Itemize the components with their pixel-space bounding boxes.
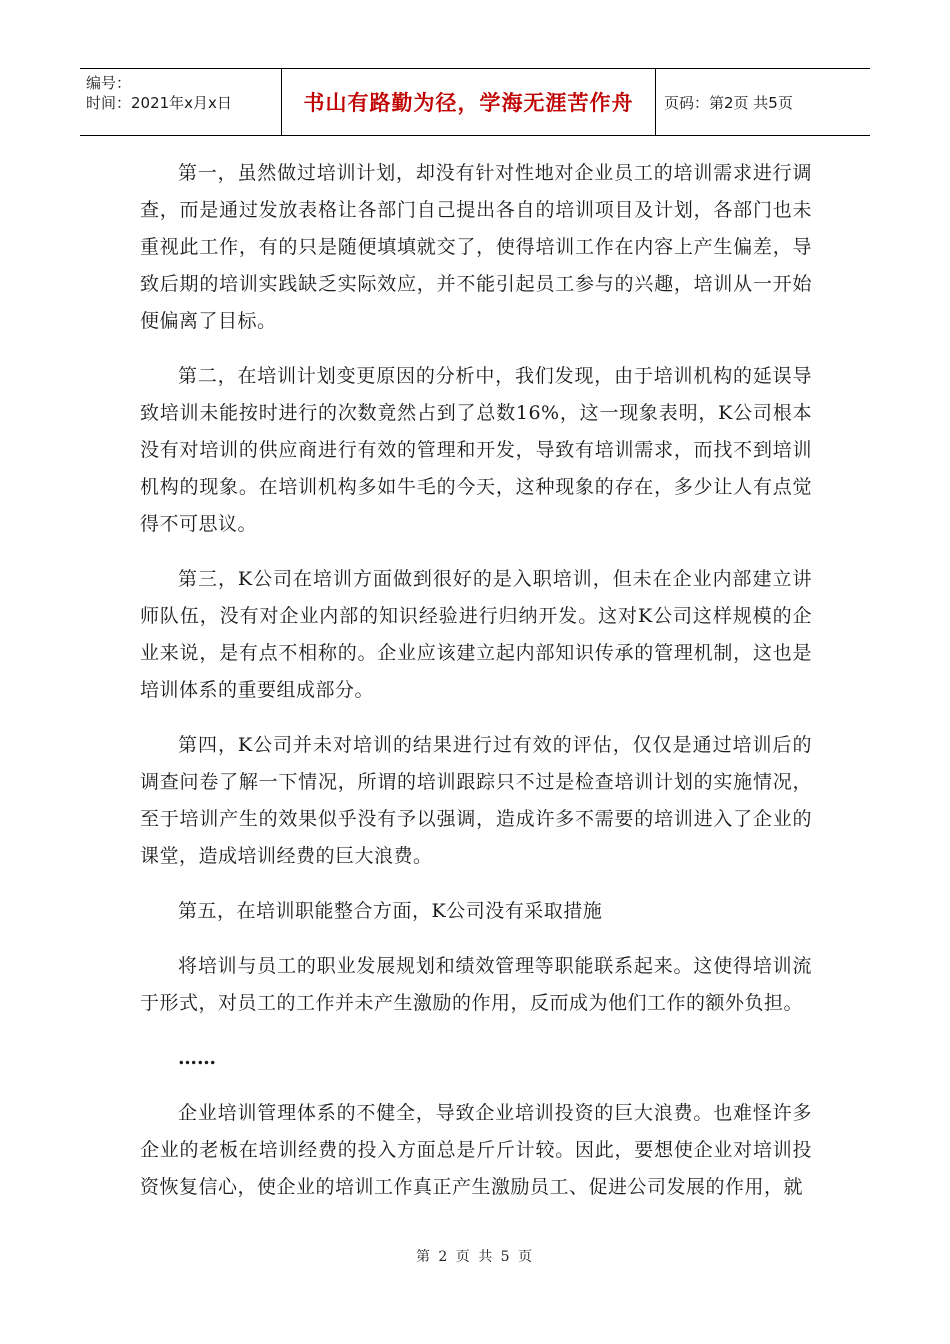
- page-footer: 第 2 页 共 5 页: [415, 1249, 535, 1265]
- document-header: [80, 68, 870, 136]
- paragraph-2: 第二，在培训计划变更原因的分析中，我们发现，由于培训机构的延误导致培训未能按时进行的次数竟然占到了总数16%，这一现象表明，K公司根本没有对培训的供应商进行有效的管理和开发，导致有培训需求，而找不到培训机构的现象。在培训机构多如牛毛的今天，这种现象的存在，多少让人有点觉得不可思议。: [140, 365, 812, 535]
- paragraph-5: 第五，在培训职能整合方面，K公司没有采取措施: [178, 900, 603, 922]
- document-date-label: 时间：2021年x月x日: [86, 94, 232, 112]
- paragraph-3: 第三，K公司在培训方面做到很好的是入职培训，但未在企业内部建立讲师队伍，没有对企业内部的知识经验进行归纳开发。这对K公司这样规模的企业来说，是有点不相称的。企业应该建立起内部知识传承的管理机制，这也是培训体系的重要组成部分。: [140, 568, 812, 701]
- paragraph-1: 第一，虽然做过培训计划，却没有针对性地对企业员工的培训需求进行调查，而是通过发放表格让各部门自己提出各自的培训项目及计划，各部门也未重视此工作，有的只是随便填填就交了，使得培训工作在内容上产生偏差，导致后期的培训实践缺乏实际效应，并不能引起员工参与的兴趣，培训从一开始便偏离了目标。: [140, 162, 812, 332]
- paragraph-6: 将培训与员工的职业发展规划和绩效管理等职能联系起来。这使得培训流于形式，对员工的工作并未产生激励的作用，反而成为他们工作的额外负担。: [140, 955, 812, 1014]
- header-motto: 书山有路勤为径，学海无涯苦作舟: [282, 69, 656, 135]
- document-number-label: 编号：: [86, 74, 132, 92]
- header-meta-cell: [80, 69, 282, 135]
- document-body: [140, 155, 812, 1224]
- paragraph-4: 第四，K公司并未对培训的结果进行过有效的评估，仅仅是通过培训后的调查问卷了解一下情况，所谓的培训跟踪只不过是检查培训计划的实施情况，至于培训产生的效果似乎没有予以强调，造成许多不需要的培训进入了企业的课堂，造成培训经费的巨大浪费。: [140, 734, 812, 867]
- ellipsis-separator: ……: [178, 1047, 216, 1069]
- closing-paragraph: 企业培训管理体系的不健全，导致企业培训投资的巨大浪费。也难怪许多企业的老板在培训经费的投入方面总是斤斤计较。因此，要想使企业对培训投资恢复信心，使企业的培训工作真正产生激励员工、促进公司发展的作用，就: [140, 1102, 812, 1198]
- header-page-info: 页码：第2页 共5页: [664, 93, 793, 112]
